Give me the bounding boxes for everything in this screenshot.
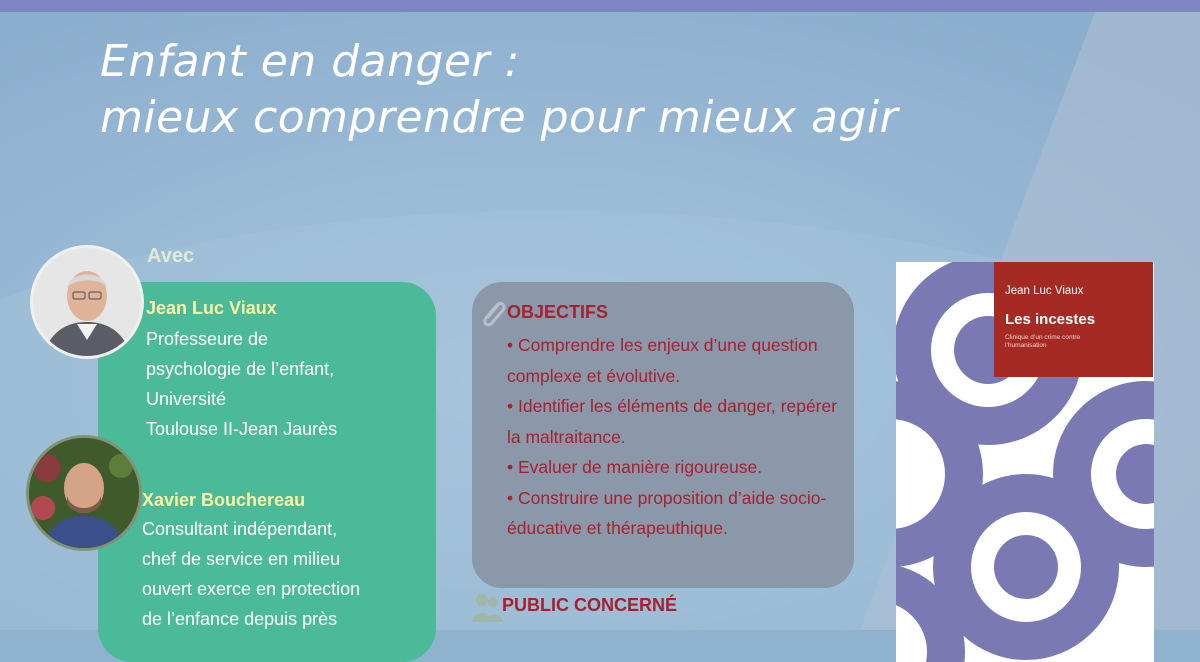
people-icon	[470, 590, 504, 624]
speaker-2-name: Xavier Bouchereau	[142, 490, 306, 510]
speaker-1-name: Jean Luc Viaux	[146, 298, 277, 318]
public-title: PUBLIC CONCERNÉ	[502, 595, 678, 615]
title-line-2: mieux comprendre pour mieux agir	[100, 92, 899, 143]
title-line-1: Enfant en danger :	[100, 36, 520, 87]
top-banner	[0, 0, 1200, 12]
objective-item: • Comprendre les enjeux d’une question complexe et évolutive.	[507, 335, 818, 386]
objective-item: • Evaluer de manière rigoureuse.	[507, 457, 763, 477]
objectives-list	[507, 330, 852, 544]
page-title	[100, 34, 898, 146]
objectives-title: OBJECTIFS	[507, 302, 609, 322]
speaker-2-photo	[26, 435, 142, 551]
objective-item: • Identifier les éléments de danger, repérer la maltraitance.	[507, 396, 838, 447]
speakers-intro: Avec	[147, 245, 195, 267]
book-subtitle: Clinique d’un crime contre l’humanisation	[1005, 334, 1081, 349]
speaker-1-photo	[30, 245, 144, 359]
speaker-2-description: Consultant indépendant, chef de service en milieu ouvert exerce en protection de l’enfance depuis près	[142, 519, 361, 629]
speaker-1-description: Professeure de psychologie de l’enfant, Université Toulouse II-Jean Jaurès	[146, 329, 338, 439]
book-title: Les incestes	[1005, 311, 1096, 328]
objective-item: • Construire une proposition d’aide socio-éducative et thérapeuthique.	[507, 487, 827, 538]
paperclip-icon	[478, 298, 508, 332]
book-author: Jean Luc Viaux	[1005, 285, 1084, 297]
